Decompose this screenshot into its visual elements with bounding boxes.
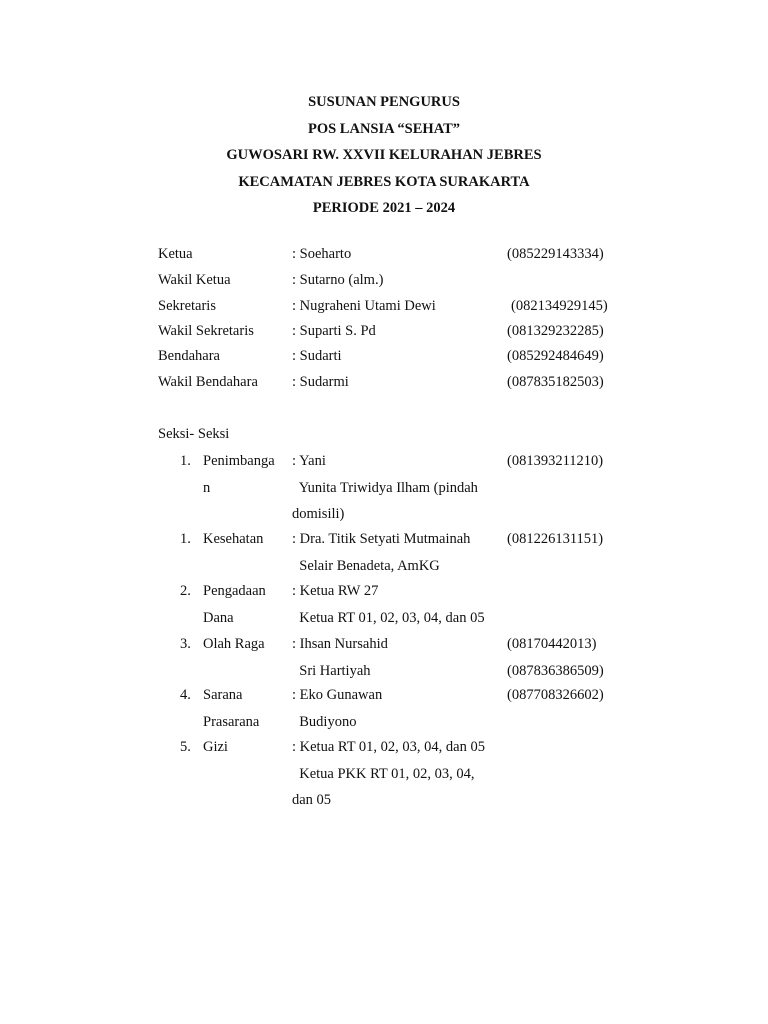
section-member: : Ihsan Nursahid [292,636,388,652]
officer-phone: (085229143334) [507,246,604,262]
section-label: Kesehatan [203,531,264,547]
section-member: : Dra. Titik Setyati Mutmainah [292,531,471,547]
section-member: Sri Hartiyah [292,662,371,679]
section-number: 3. [180,636,191,652]
section-number: 5. [180,739,191,755]
section-label: Prasarana [203,713,260,730]
officer-role: Ketua [158,246,193,262]
section-member: Selair Benadeta, AmKG [292,557,440,574]
section-member: Ketua PKK RT 01, 02, 03, 04, [292,765,475,782]
section-member: Ketua RT 01, 02, 03, 04, dan 05 [292,609,485,626]
title-line: PERIODE 2021 – 2024 [312,200,456,216]
officer-role: Wakil Sekretaris [158,323,254,339]
officer-name: : Sudarti [292,348,342,364]
officer-name: : Sutarno (alm.) [292,272,384,288]
section-member: : Ketua RW 27 [292,583,379,599]
section-label: Olah Raga [203,636,265,652]
section-member: : Yani [292,453,326,469]
officer-phone: (085292484649) [507,348,604,364]
section-member: : Eko Gunawan [292,687,383,703]
section-label: Sarana [203,687,243,703]
section-number: 2. [180,583,191,599]
officer-phone: (081329232285) [507,323,604,339]
title-line: KECAMATAN JEBRES KOTA SURAKARTA [238,173,530,190]
officer-name: : Suparti S. Pd [292,323,376,339]
section-member: : Ketua RT 01, 02, 03, 04, dan 05 [292,739,485,755]
officer-name: : Soeharto [292,246,352,262]
section-phone: (081226131151) [507,531,604,547]
officer-role: Wakil Ketua [158,272,231,288]
title-line: GUWOSARI RW. XXVII KELURAHAN JEBRES [226,147,542,163]
section-member: Budiyono [292,713,357,730]
section-label: n [203,479,211,496]
section-member: Yunita Triwidya Ilham (pindah [292,479,478,496]
section-member: domisili) [292,506,345,522]
sections-heading: Seksi- Seksi [158,426,230,442]
section-label: Penimbanga [203,453,275,469]
section-label: Gizi [203,739,228,755]
section-phone: (081393211210) [507,453,604,469]
officer-role: Bendahara [158,348,220,364]
section-phone: (087708326602) [507,687,604,703]
officer-role: Sekretaris [158,298,216,314]
title-line: SUSUNAN PENGURUS [308,94,460,110]
officer-phone: (087835182503) [507,374,604,390]
officer-name: : Nugraheni Utami Dewi [292,298,436,314]
section-phone: (08170442013) [507,636,597,652]
section-number: 4. [180,687,191,703]
section-number: 1. [180,531,191,547]
officer-name: : Sudarmi [292,374,349,390]
officer-role: Wakil Bendahara [158,374,258,390]
section-member: dan 05 [292,792,332,808]
document-title [0,92,768,225]
section-phone: (087836386509) [507,662,604,679]
officer-phone: (082134929145) [511,298,608,314]
title-line: POS LANSIA “SEHAT” [307,120,461,137]
section-label: Dana [203,609,234,626]
section-label: Pengadaan [203,583,266,599]
section-number: 1. [180,453,191,469]
